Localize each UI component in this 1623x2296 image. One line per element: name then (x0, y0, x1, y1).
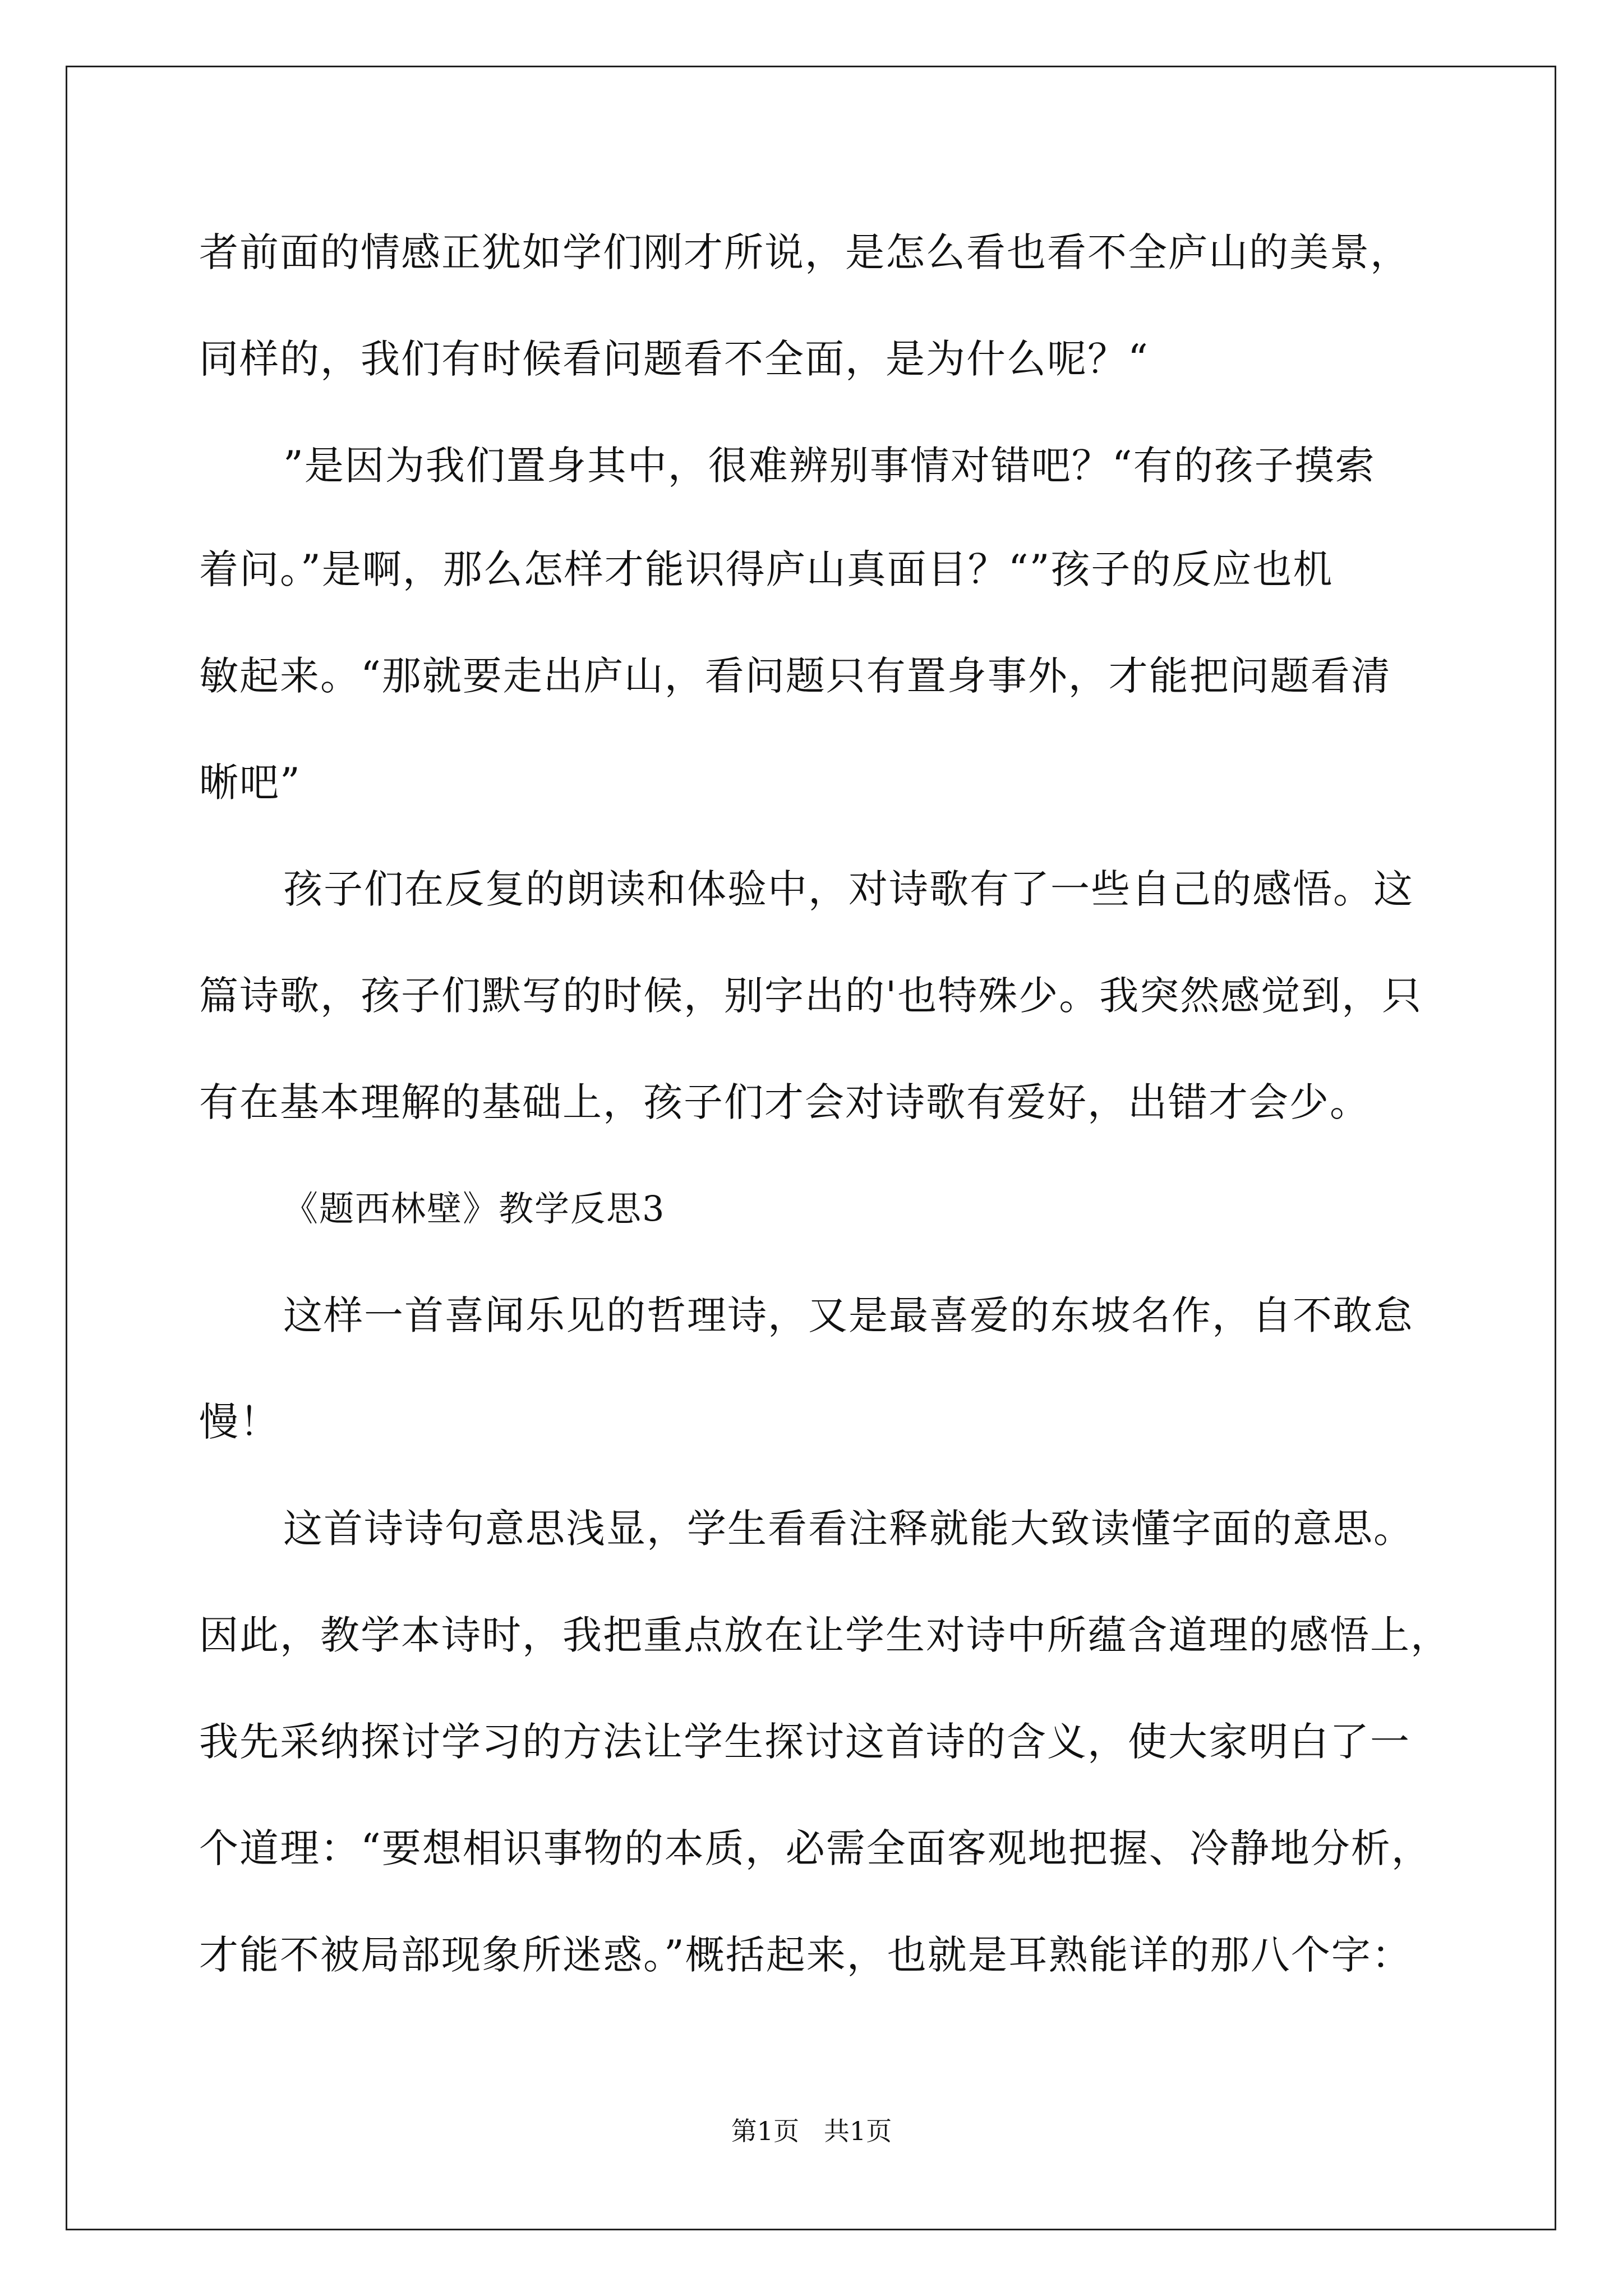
page-border (66, 66, 1556, 2230)
body-line: 敏起来。“那就要走出庐山，看问题只有置身事外，才能把问题看清 (199, 653, 1391, 699)
body-line: 有在基本理解的基础上，孩子们才会对诗歌有爱好，出错才会少。 (199, 1079, 1370, 1125)
body-line: 才能不被局部现象所迷惑。”概括起来，也就是耳熟能详的那八个字： (199, 1932, 1412, 1978)
body-line: 个道理：“要想相识事物的本质，必需全面客观地把握、冷静地分析， (199, 1825, 1432, 1871)
body-line: 慢！ (199, 1399, 280, 1445)
body-line: 着问。”是啊，那么怎样才能识得庐山真面目？“”孩子的反应也机 (199, 546, 1334, 592)
body-line: 同样的，我们有时候看问题看不全面，是为什么呢？“ (199, 336, 1149, 382)
body-line: 篇诗歌，孩子们默写的时候，别字出的'也特殊少。我突然感觉到，只 (199, 973, 1423, 1019)
body-line: 因此，教学本诗时，我把重点放在让学生对诗中所蕴含道理的感悟上， (199, 1612, 1451, 1658)
section-heading: 《题西林壁》教学反思3 (283, 1188, 666, 1229)
body-line: 这首诗诗句意思浅显，学生看看注释就能大致读懂字面的意思。 (283, 1506, 1414, 1552)
body-line: 我先采纳探讨学习的方法让学生探讨这首诗的含义，使大家明白了一 (199, 1719, 1410, 1765)
page-number: 第1页 共1页 (731, 2116, 892, 2146)
body-line: ”是因为我们置身其中，很难辨别事情对错吧？“有的孩子摸索 (283, 443, 1376, 489)
body-line: 孩子们在反复的朗读和体验中，对诗歌有了一些自己的感悟。这 (283, 866, 1414, 912)
body-line: 晰吧” (199, 760, 301, 806)
body-line: 这样一首喜闻乐见的哲理诗，又是最喜爱的东坡名作，自不敢怠 (283, 1292, 1414, 1338)
body-line: 者前面的情感正犹如学们刚才所说，是怎么看也看不全庐山的美景， (199, 229, 1410, 275)
